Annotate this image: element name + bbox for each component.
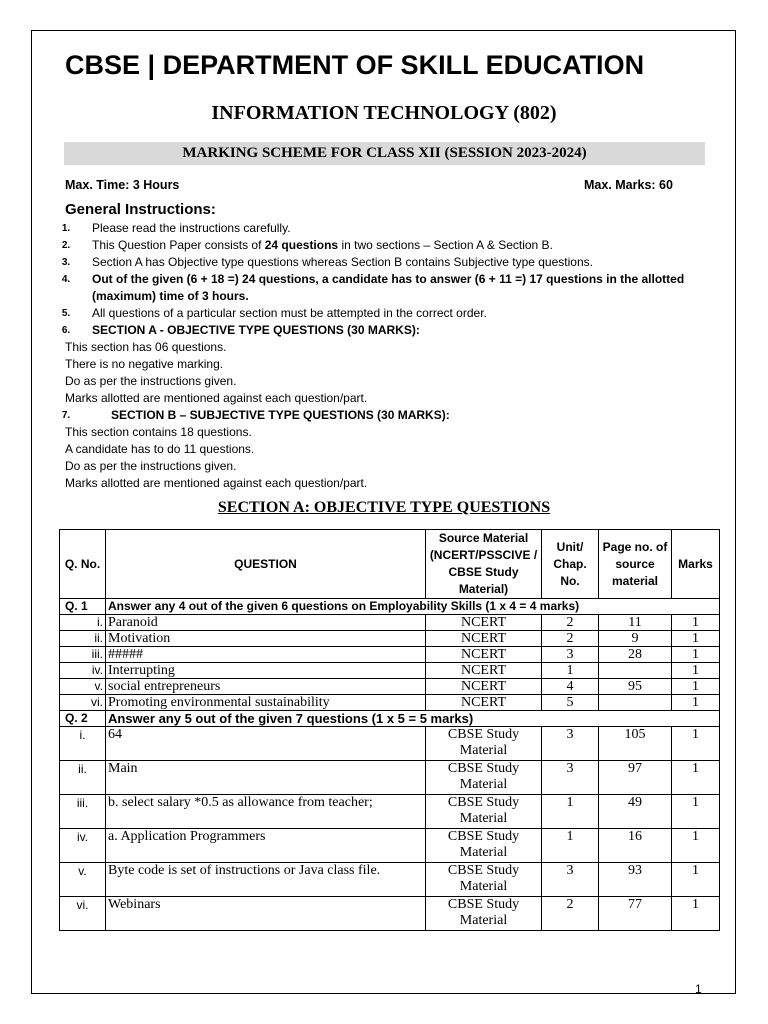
- marking-scheme-band: MARKING SCHEME FOR CLASS XII (SESSION 2023-2024): [64, 142, 705, 165]
- table-row: v. social entrepreneurs NCERT 4 95 1: [60, 679, 720, 695]
- document-subtitle: INFORMATION TECHNOLOGY (802): [211, 102, 557, 124]
- document-title: CBSE | DEPARTMENT OF SKILL EDUCATION: [65, 50, 645, 80]
- page-number: 1: [695, 982, 702, 996]
- col-header-qno: Q. No.: [60, 530, 106, 599]
- table-row: iv. a. Application Programmers CBSE Study Material 1 16 1: [60, 829, 720, 863]
- col-header-marks: Marks: [672, 530, 720, 599]
- question-heading-row: Q. 1 Answer any 4 out of the given 6 questions on Employability Skills (1 x 4 = 4 marks): [60, 599, 720, 615]
- max-marks: Max. Marks: 60: [584, 178, 673, 192]
- col-header-source: Source Material (NCERT/PSSCIVE / CBSE Study Material): [426, 530, 542, 599]
- section-a-heading: SECTION A: OBJECTIVE TYPE QUESTIONS: [217, 499, 551, 516]
- table-header-row: [60, 530, 720, 599]
- table-row: iii. b. select salary *0.5 as allowance from teacher; CBSE Study Material 1 49 1: [60, 795, 720, 829]
- question-heading-row: Q. 2 Answer any 5 out of the given 7 questions (1 x 5 = 5 marks): [60, 711, 720, 727]
- col-header-page: Page no. of source material: [599, 530, 672, 599]
- table-row: v. Byte code is set of instructions or Java class file. CBSE Study Material 3 93 1: [60, 863, 720, 897]
- col-header-question: QUESTION: [106, 530, 426, 599]
- table-row: iii. ##### NCERT 3 28 1: [60, 647, 720, 663]
- table-row: vi. Promoting environmental sustainability NCERT 5 1: [60, 695, 720, 711]
- table-row: iv. Interrupting NCERT 1 1: [60, 663, 720, 679]
- max-time: Max. Time: 3 Hours: [65, 178, 180, 192]
- general-instructions-heading: General Instructions:: [65, 201, 216, 218]
- col-header-unit: Unit/ Chap. No.: [542, 530, 599, 599]
- table-row: ii. Main CBSE Study Material 3 97 1: [60, 761, 720, 795]
- table-row: vi. Webinars CBSE Study Material 2 77 1: [60, 897, 720, 931]
- objective-questions-table: [59, 529, 720, 931]
- table-row: i. 64 CBSE Study Material 3 105 1: [60, 727, 720, 761]
- table-row: i. Paranoid NCERT 2 11 1: [60, 615, 720, 631]
- table-row: ii. Motivation NCERT 2 9 1: [60, 631, 720, 647]
